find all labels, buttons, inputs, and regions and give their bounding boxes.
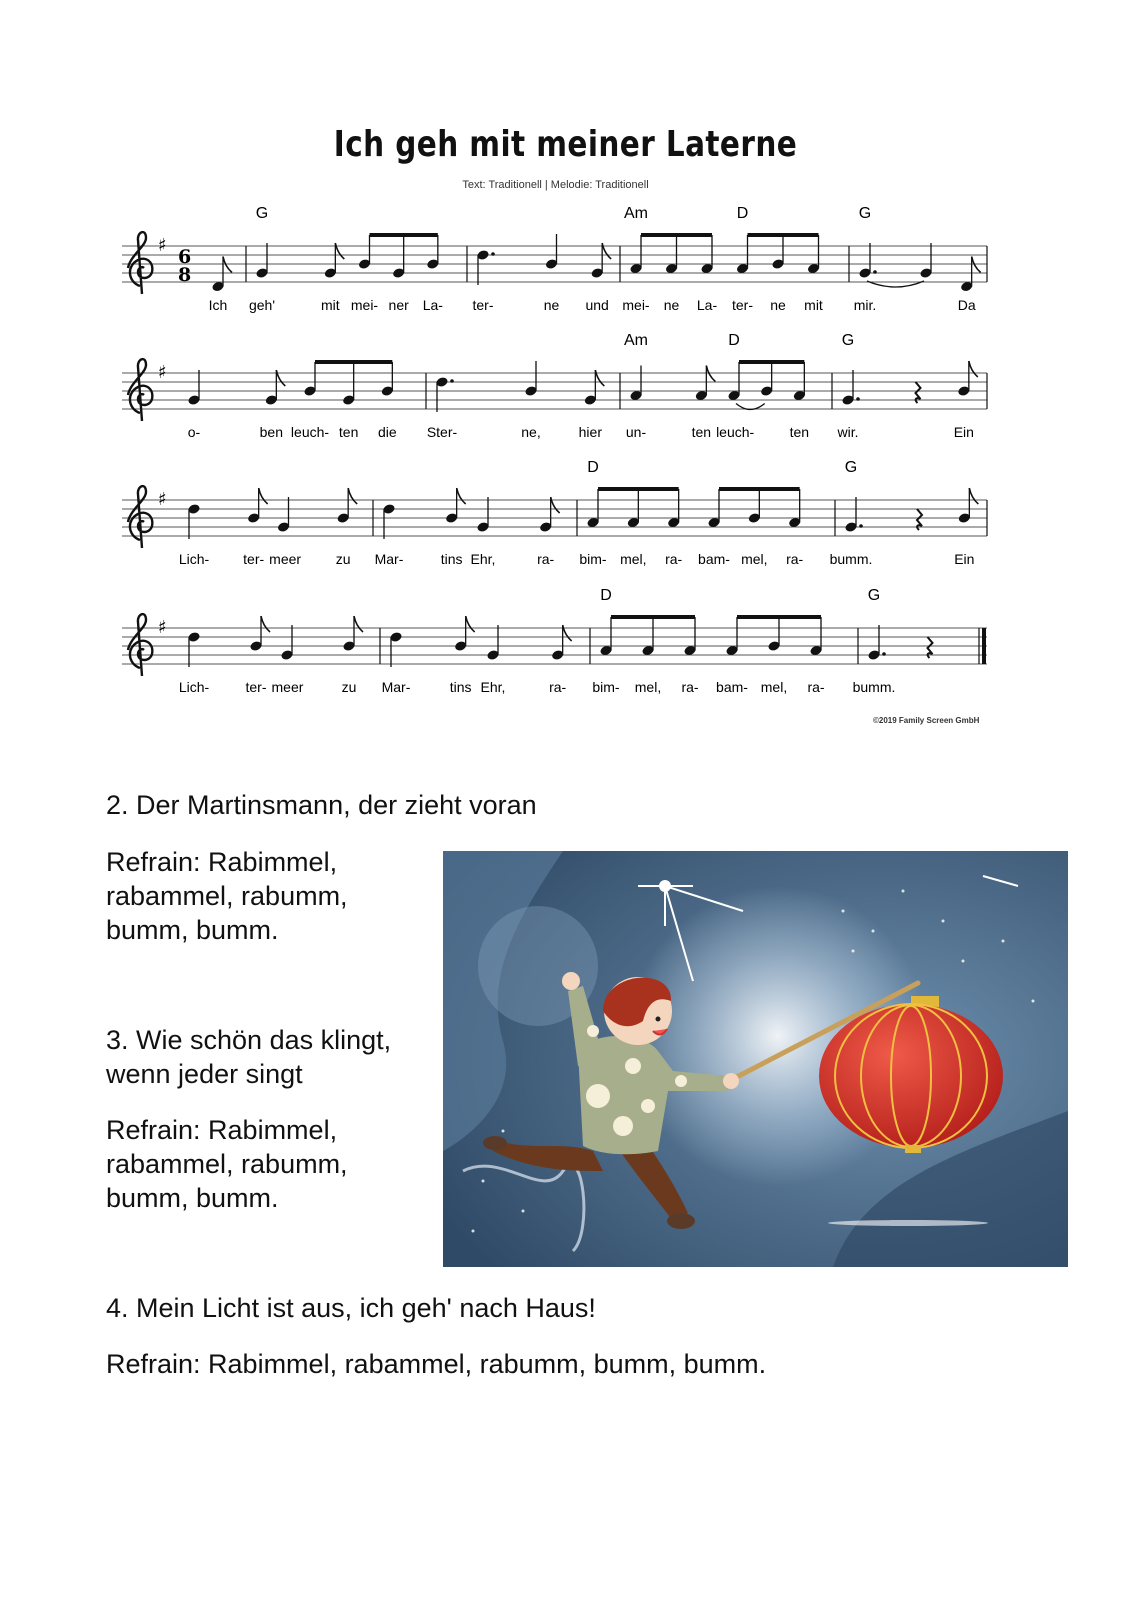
lyric-syllable: ne, <box>521 424 541 440</box>
chord-symbol: G <box>858 205 872 222</box>
lyric-syllable: die <box>377 424 397 440</box>
note-flag <box>466 616 475 632</box>
lyric-syllable: ben <box>259 424 284 440</box>
note-flag <box>354 616 363 632</box>
lyric-syllable: Ein <box>953 424 974 440</box>
lyric-syllable: La- <box>696 297 718 313</box>
lantern-child-illustration <box>443 851 1068 1267</box>
treble-clef-icon <box>128 614 152 676</box>
lyric-syllable: zu <box>341 679 357 695</box>
note-flag <box>551 497 560 513</box>
lyric-syllable: mei- <box>350 297 379 313</box>
lyric-syllable: bam- <box>716 679 748 695</box>
note-flag <box>259 488 268 504</box>
lyric-syllable: meer <box>269 551 302 567</box>
lyric-syllable: Lich- <box>178 551 210 567</box>
treble-clef-icon <box>128 359 152 421</box>
chord-symbol: Am <box>624 205 648 222</box>
verse-line: 3. Wie schön das klingt, <box>106 1025 392 1055</box>
lyric-syllable: ra- <box>537 551 555 567</box>
note-flag <box>969 488 978 504</box>
lyric-syllable: Ein <box>954 551 975 567</box>
lyric-syllable: Ich <box>208 297 228 313</box>
note-flag <box>563 625 572 641</box>
verse-2: 2. Der Martinsmann, der zieht voran <box>106 790 537 820</box>
chord-symbol: D <box>587 459 599 476</box>
lyric-syllable: leuch- <box>716 424 755 440</box>
note-flag <box>261 616 270 632</box>
note-dot <box>859 524 863 528</box>
lyric-syllable: ter- <box>243 551 265 567</box>
lyric-syllable: La- <box>422 297 443 313</box>
verse-4: 4. Mein Licht ist aus, ich geh' nach Haus! <box>106 1293 596 1323</box>
lyric-syllable: ne <box>543 297 560 313</box>
key-signature-sharp-icon: ♯ <box>158 235 167 256</box>
song-title: Ich geh mit meiner Laterne <box>333 124 798 165</box>
lyric-syllable: Da <box>957 297 976 313</box>
chord-symbol: D <box>600 587 612 604</box>
lyric-syllable: un- <box>625 424 647 440</box>
lyric-syllable: ra- <box>807 679 825 695</box>
lyric-syllable: mir. <box>853 297 877 313</box>
refrain-2 <box>106 1113 348 1215</box>
note-flag <box>457 488 466 504</box>
lyric-syllable: ra- <box>549 679 567 695</box>
lyric-syllable: ter- <box>245 679 267 695</box>
lyric-syllable: mel, <box>741 551 768 567</box>
key-signature-sharp-icon: ♯ <box>158 362 167 383</box>
lyric-syllable: Ster- <box>426 424 458 440</box>
chord-symbol: Am <box>624 332 648 349</box>
lyric-syllable: zu <box>335 551 351 567</box>
time-signature-top: 6 <box>178 246 192 268</box>
lyric-syllable: bim- <box>592 679 620 695</box>
chord-symbol: G <box>841 332 855 349</box>
lyric-syllable: mit <box>320 297 340 313</box>
refrain-line: rabammel, rabumm, <box>106 881 348 911</box>
lyric-syllable: mit <box>804 297 823 313</box>
verse-line: wenn jeder singt <box>106 1059 303 1089</box>
note-dot <box>491 252 495 256</box>
lyric-syllable: Ehr, <box>470 551 496 567</box>
note-dot <box>450 379 454 383</box>
refrain-line: bumm, bumm. <box>106 1183 279 1213</box>
key-signature-sharp-icon: ♯ <box>158 489 167 510</box>
note-flag <box>595 370 604 386</box>
refrain-line: rabammel, rabumm, <box>106 1149 348 1179</box>
lyric-syllable: ra- <box>786 551 804 567</box>
lyric-syllable: mel, <box>634 679 662 695</box>
note-dot <box>873 270 877 274</box>
lyric-syllable: o- <box>187 424 201 440</box>
chord-symbol: D <box>728 332 740 349</box>
lyric-syllable: ter- <box>732 297 753 313</box>
lyric-syllable: hier <box>578 424 603 440</box>
lyric-syllable: Ehr, <box>480 679 506 695</box>
copyright-notice: ©2019 Family Screen GmbH <box>873 716 980 725</box>
lyric-syllable: Lich- <box>178 679 210 695</box>
lyric-syllable: bim- <box>579 551 607 567</box>
time-signature-bottom: 8 <box>178 264 192 286</box>
song-credits: Text: Traditionell | Melodie: Traditionell <box>462 179 649 191</box>
treble-clef-icon <box>128 232 152 294</box>
lyric-syllable: Mar- <box>374 551 404 567</box>
lyric-syllable: leuch- <box>290 424 330 440</box>
lyric-syllable: ten <box>789 424 810 440</box>
refrain-line: bumm, bumm. <box>106 915 279 945</box>
lyric-syllable: tins <box>449 679 472 695</box>
verse-3 <box>106 1023 391 1091</box>
lyric-syllable: ten <box>338 424 359 440</box>
lyric-syllable: bam- <box>698 551 730 567</box>
lyric-syllable: ner <box>388 297 409 313</box>
lyric-syllable: und <box>585 297 609 313</box>
note-dot <box>856 397 860 401</box>
chord-symbol: G <box>867 587 881 604</box>
lyric-syllable: bumm. <box>829 551 873 567</box>
lyric-syllable: ra- <box>681 679 699 695</box>
lyric-syllable: ter- <box>472 297 494 313</box>
refrain-3: Refrain: Rabimmel, rabammel, rabumm, bumm, bumm. <box>106 1349 767 1379</box>
lyric-syllable: mel, <box>760 679 788 695</box>
lyric-syllable: bumm. <box>852 679 896 695</box>
note-dot <box>882 652 886 656</box>
refrain-line: Refrain: Rabimmel, <box>106 847 338 877</box>
sheet-music <box>0 0 1131 740</box>
lyric-syllable: ra- <box>665 551 683 567</box>
lyric-syllable: geh' <box>248 297 276 313</box>
refrain-line: Refrain: Rabimmel, <box>106 1115 338 1145</box>
lyric-syllable: ne <box>770 297 786 313</box>
lyric-syllable: mel, <box>620 551 647 567</box>
refrain-1 <box>106 845 348 947</box>
note-flag <box>969 361 978 377</box>
lyric-syllable: Mar- <box>381 679 411 695</box>
lyric-syllable: ne <box>663 297 680 313</box>
treble-clef-icon <box>128 486 152 548</box>
lyric-syllable: wir. <box>837 424 859 440</box>
lyric-syllable: tins <box>440 551 463 567</box>
lyric-syllable: ten <box>691 424 712 440</box>
note-flag <box>348 488 357 504</box>
lyric-syllable: meer <box>271 679 304 695</box>
chord-symbol: D <box>736 205 749 222</box>
note-flag <box>602 243 611 259</box>
chord-symbol: G <box>844 459 858 476</box>
note-flag <box>276 370 285 386</box>
chord-symbol: G <box>255 205 269 222</box>
key-signature-sharp-icon: ♯ <box>158 617 167 638</box>
note-flag <box>335 243 344 259</box>
lyric-syllable: mei- <box>622 297 650 313</box>
